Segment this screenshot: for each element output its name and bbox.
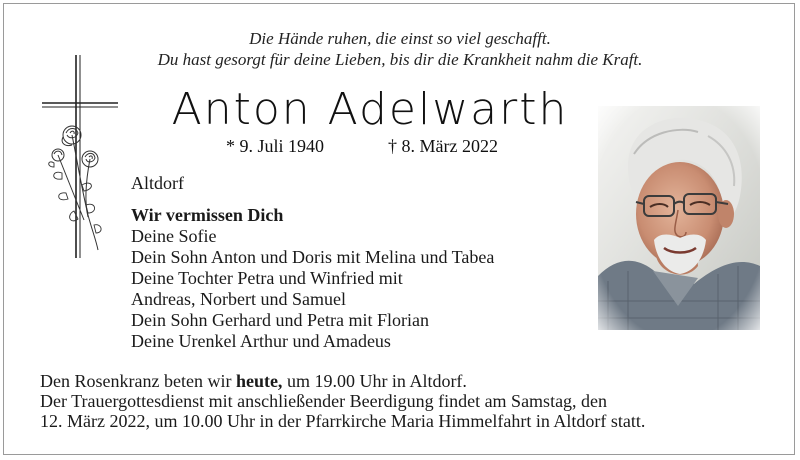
funeral-line-1: Der Trauergottesdienst mit anschließender Beerdigung findet am Samstag, den — [40, 391, 608, 411]
rosary-text-start: Den Rosenkranz beten wir — [40, 371, 236, 391]
mourner-line: Deine Urenkel Arthur und Amadeus — [131, 331, 391, 351]
mourner-line: Dein Sohn Anton und Doris mit Melina und Tabea — [131, 247, 495, 267]
rosary-text-end: um 19.00 Uhr in Altdorf. — [282, 371, 467, 391]
death-date: † 8. März 2022 — [388, 136, 498, 156]
service-notice — [40, 371, 645, 431]
birth-date: * 9. Juli 1940 — [226, 136, 325, 156]
rosary-text-today: heute, — [235, 371, 283, 391]
mourner-line: Dein Sohn Gerhard und Petra mit Florian — [131, 310, 429, 330]
verse-line-2: Du hast gesorgt für deine Lieben, bis dir die Krankheit nahm die Kraft. — [157, 50, 643, 69]
mourners-heading: Wir vermissen Dich — [131, 205, 284, 225]
portrait-photo — [598, 106, 760, 330]
deceased-name: Anton Adelwarth — [171, 84, 569, 135]
residence-place: Altdorf — [131, 173, 184, 193]
mourner-line: Andreas, Norbert und Samuel — [131, 289, 346, 309]
mourner-line: Deine Tochter Petra und Winfried mit — [131, 268, 403, 288]
funeral-line-2: 12. März 2022, um 10.00 Uhr in der Pfarrkirche Maria Himmelfahrt in Altdorf statt. — [40, 411, 646, 431]
mourners-list — [131, 205, 494, 352]
mourner-line: Deine Sofie — [131, 226, 217, 246]
rosary-line — [40, 371, 645, 391]
verse-line-1: Die Hände ruhen, die einst so viel geschafft. — [249, 29, 551, 48]
